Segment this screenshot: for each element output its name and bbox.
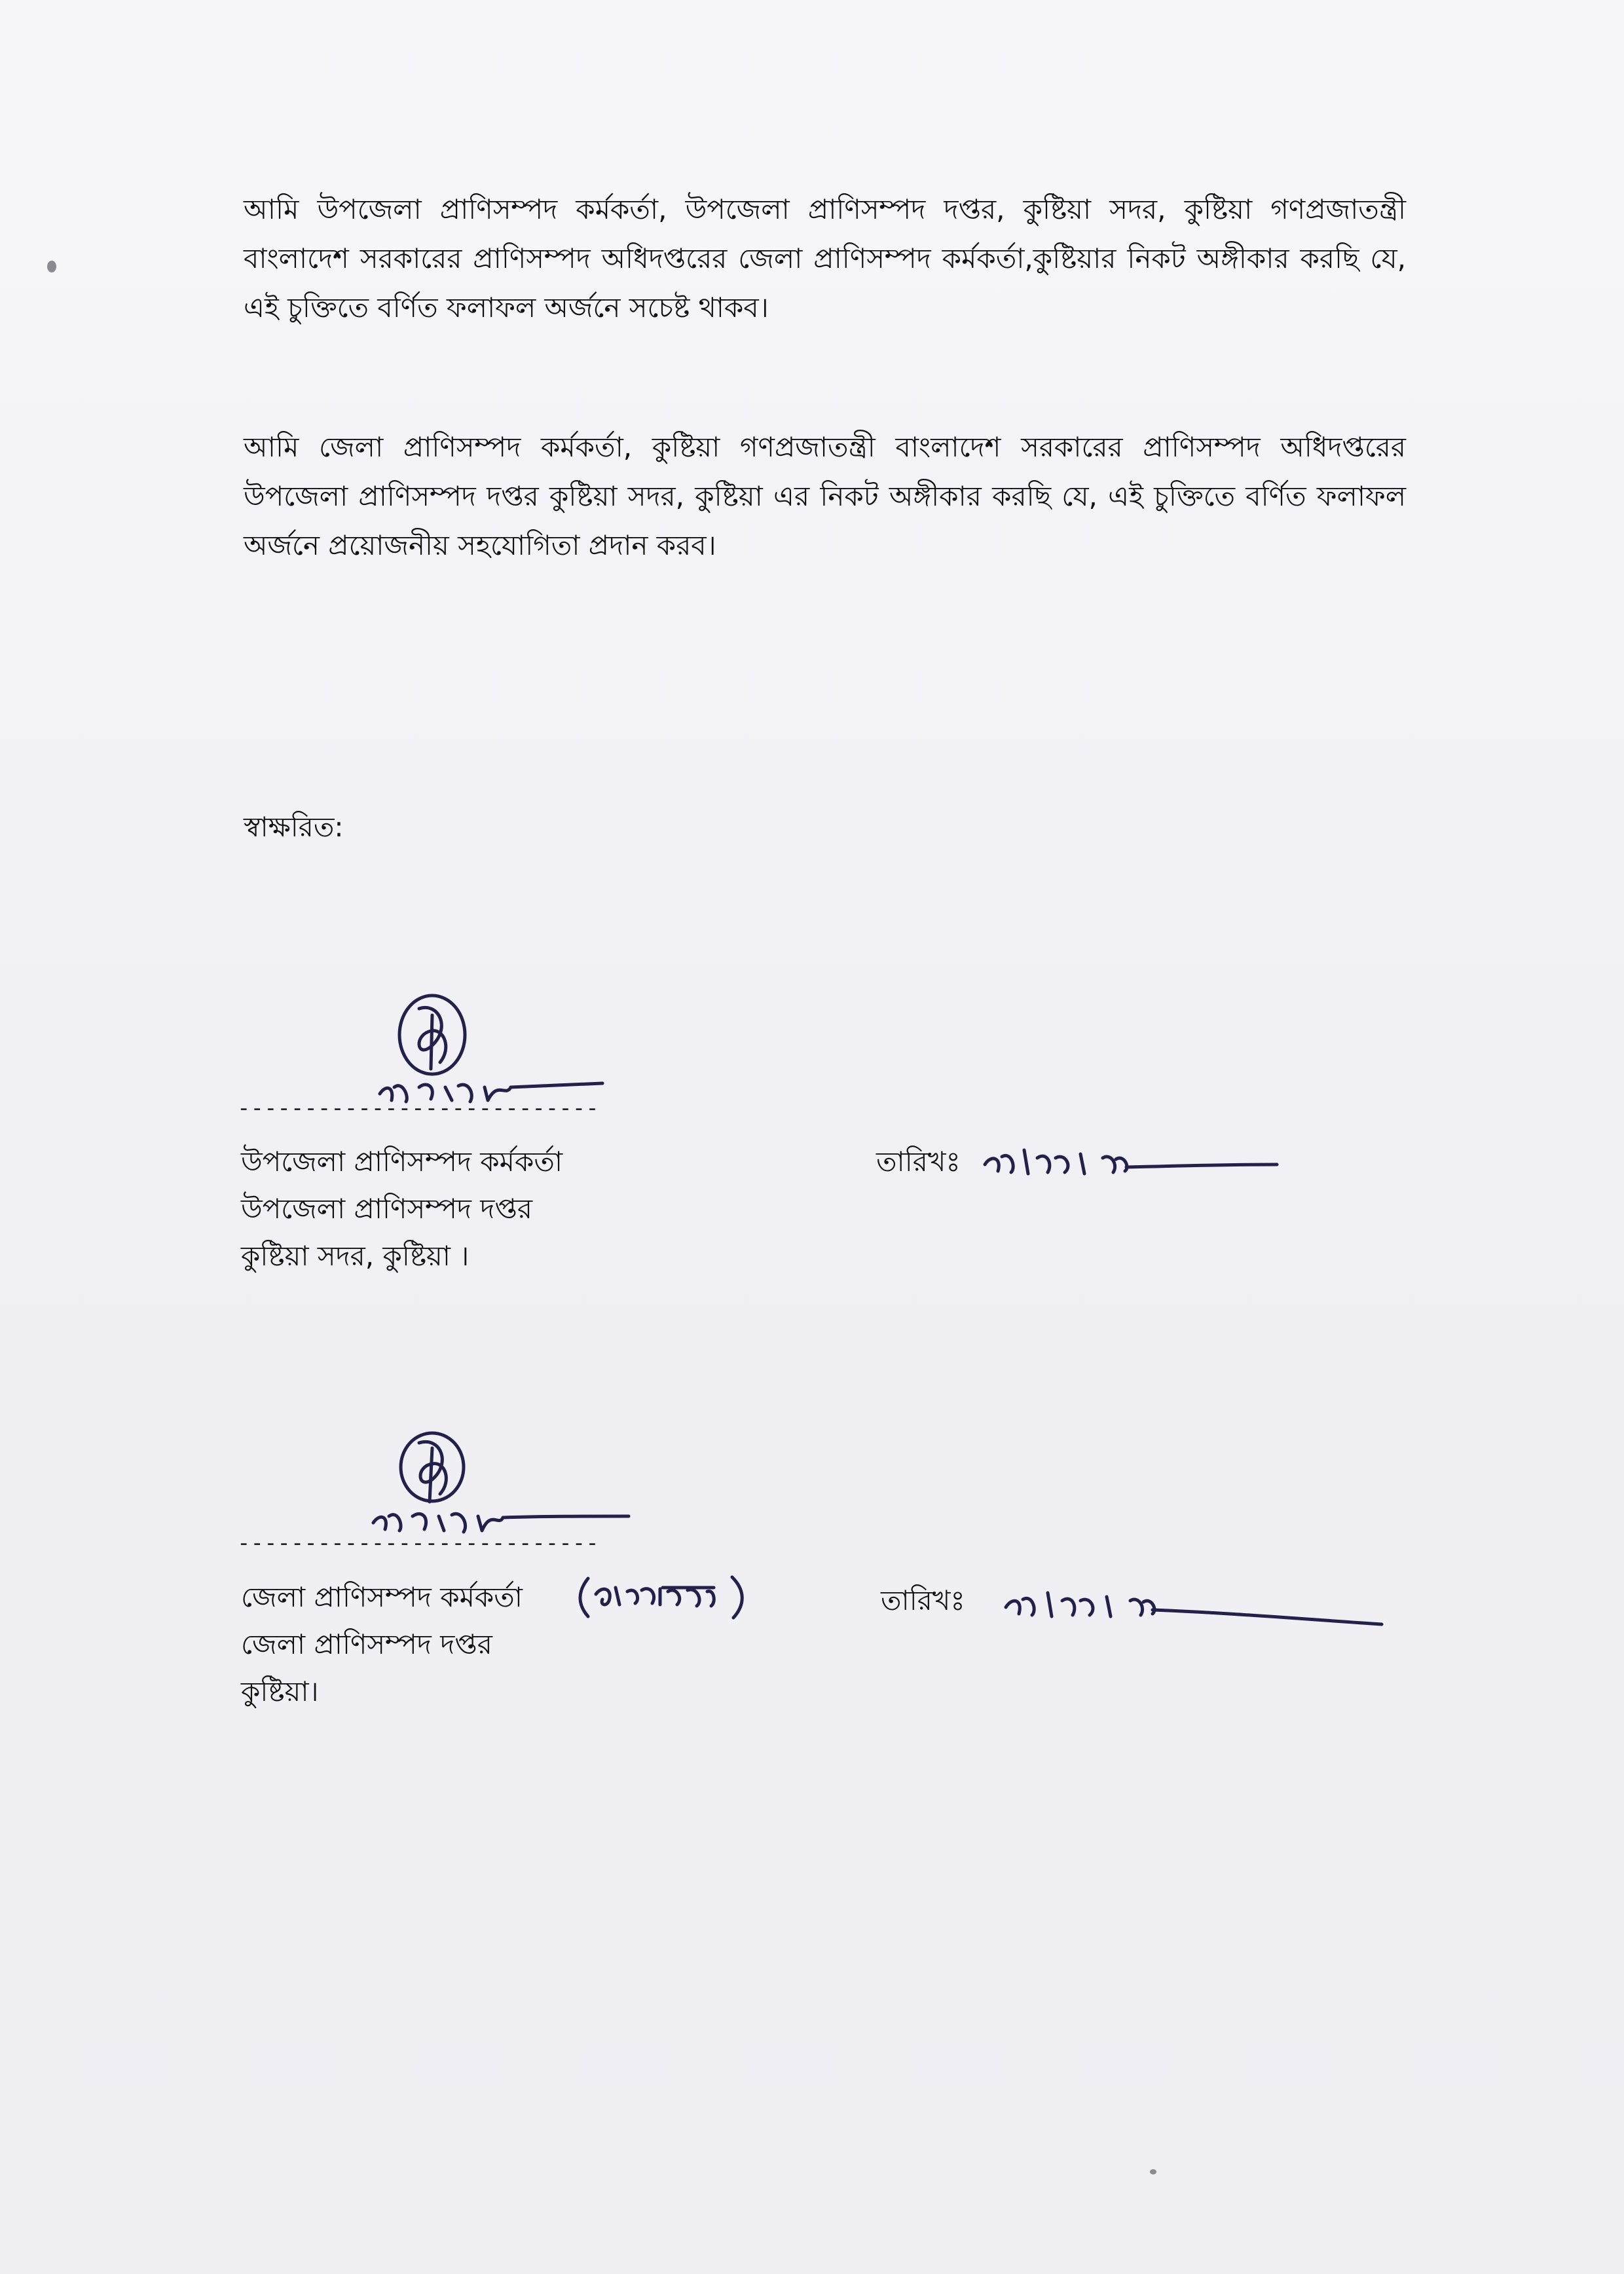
date-label: তারিখঃ [881,1584,965,1616]
signature-line: --------------------------- [237,1095,599,1121]
signatory-designation-row [241,1574,523,1621]
paper-speck [1150,2169,1156,2174]
signatory-designation: উপজেলা প্রাণিসম্পদ কর্মকর্তা [241,1146,563,1178]
commitment-paragraph-district: আমি জেলা প্রাণিসম্পদ কর্মকর্তা, কুষ্টিয়া গণপ্রজাতন্ত্রী বাংলাদেশ সরকারের প্রাণিসম্পদ অধিদপ্তরের উপজেলা প্রাণিসম্পদ দপ্তর কুষ্টিয়া সদর, কুষ্টিয়া এর নিকট অঙ্গীকার করছি যে, এই চুক্তিতে বর্ণিত ফলাফল অর্জনে প্রয়োজনীয় সহযোগিতা প্রদান করব। [244,431,1406,561]
commitment-paragraph-upazila: আমি উপজেলা প্রাণিসম্পদ কর্মকর্তা, উপজেলা প্রাণিসম্পদ দপ্তর, কুষ্টিয়া সদর, কুষ্টিয়া গণপ্রজাতন্ত্রী বাংলাদেশ সরকারের প্রাণিসম্পদ অধিদপ্তরের জেলা প্রাণিসম্পদ কর্মকর্তা,কুষ্টিয়ার নিকট অঙ্গীকার করছি যে, এই চুক্তিতে বর্ণিত ফলাফল অর্জনে সচেষ্ট থাকব। [244,193,1406,324]
signed-label: স্বাক্ষরিত: [244,811,344,843]
paper-speck [47,261,56,272]
signatory-block-district [241,1574,523,1715]
handwritten-date-2 [1002,1578,1388,1631]
signature-2-handwritten [360,1425,635,1542]
signatory-office: উপজেলা প্রাণিসম্পদ দপ্তর [241,1193,532,1225]
signatory-block-upazila [241,1138,563,1280]
signatory-designation: জেলা প্রাণিসম্পদ কর্মকর্তা [241,1581,523,1613]
signatory-location: কুষ্টিয়া সদর, কুষ্টিয়া । [241,1240,470,1272]
handwritten-acting-note [576,1572,753,1621]
handwritten-date-1 [982,1138,1283,1184]
signatory-location: কুষ্টিয়া। [241,1675,319,1707]
date-label: তারিখঃ [876,1146,961,1178]
signature-line: --------------------------- [237,1530,599,1556]
signatory-office: জেলা প্রাণিসম্পদ দপ্তর [241,1628,492,1660]
